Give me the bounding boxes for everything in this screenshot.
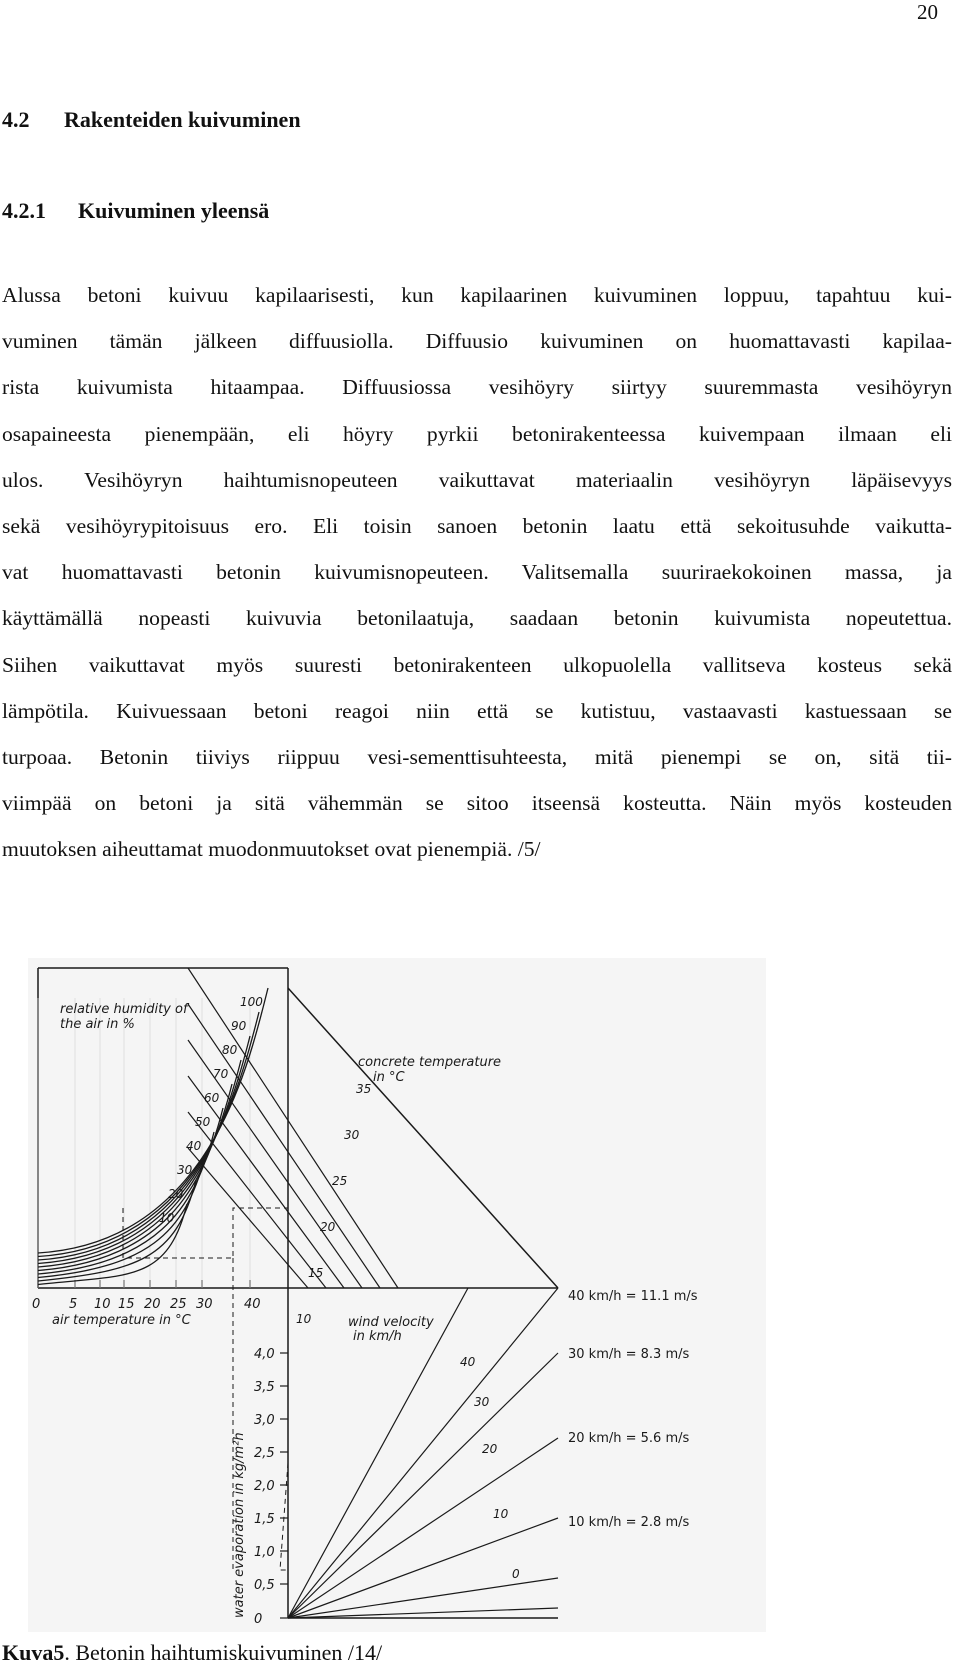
evap-tick-label: 1,0 (254, 1545, 275, 1560)
concrete-temp-value-label: 20 (320, 1220, 336, 1234)
subsection-title: Kuivuminen yleensä (78, 198, 270, 223)
body-line: turpoaa. Betonin tiiviys riippuu vesi-sementtisuhteesta, mitä pienempi se on, sitä tii- (2, 745, 952, 770)
humidity-value-label: 60 (204, 1091, 220, 1105)
wind-conversion-label: 10 km/h = 2.8 m/s (568, 1515, 690, 1530)
evap-tick-label: 0 (254, 1612, 263, 1627)
wind-value-label: 0 (512, 1567, 520, 1581)
evap-axis-label: water evaporation in kg/m²h (232, 1432, 247, 1618)
body-line: sekä vesihöyrypitoisuus ero. Eli toisin sanoen betonin laatu että sekoitusuhde vaikutta- (2, 514, 952, 539)
humidity-value-label: 50 (195, 1115, 211, 1129)
wind-conversion-label: 40 km/h = 11.1 m/s (568, 1289, 698, 1304)
air-temp-tick-label: 10 (94, 1297, 111, 1312)
evap-tick-label: 3,0 (254, 1413, 275, 1428)
body-line: vuminen tämän jälkeen diffuusiolla. Diffuusio kuivuminen on huomattavasti kapilaa- (2, 329, 952, 354)
body-line: Alussa betoni kuivuu kapilaarisesti, kun kapilaarinen kuivuminen loppuu, tapahtuu kui- (2, 283, 952, 307)
wind-value-label: 10 (493, 1507, 509, 1521)
humidity-axis-label: the air in % (60, 1017, 135, 1032)
body-line: Siihen vaikuttavat myös suuresti betonirakenteen ulkopuolella vallitseva kosteus sekä (2, 652, 952, 677)
air-temp-tick-label: 20 (144, 1297, 161, 1312)
section-title: Rakenteiden kuivuminen (64, 107, 301, 132)
body-line: rista kuivumista hitaampaa. Diffuusiossa vesihöyry siirtyy suuremmasta vesihöyryn (2, 375, 952, 400)
caption-label: Kuva5 (2, 1640, 65, 1665)
body-line: ulos. Vesihöyryn haihtumisnopeuteen vaikuttavat materiaalin vesihöyryn läpäisevyys (2, 467, 952, 492)
nomogram-svg (28, 958, 766, 1632)
concrete-temp-axis-label: concrete temperature (358, 1055, 502, 1070)
body-line: osapaineesta pienempään, eli höyry pyrkii betonirakenteessa kuivempaan ilmaan eli (2, 421, 952, 446)
subsection-number: 4.2.1 (2, 198, 46, 223)
wind-axis-label: in km/h (353, 1329, 402, 1344)
concrete-temp-value-label: 35 (356, 1082, 372, 1096)
concrete-temp-axis-label: in °C (373, 1070, 405, 1085)
evap-tick-label: 4,0 (254, 1347, 275, 1362)
humidity-axis-label: relative humidity of (60, 1002, 188, 1017)
evap-tick-label: 2,5 (254, 1446, 275, 1461)
humidity-value-label: 20 (168, 1187, 184, 1201)
concrete-temp-value-label: 30 (344, 1128, 360, 1142)
evaporation-nomogram (28, 958, 766, 1632)
caption-text: . Betonin haihtumiskuivuminen /14/ (64, 1640, 383, 1665)
body-line: lämpötila. Kuivuessaan betoni reagoi niin että se kutistuu, vastaavasti kastuessaan se (2, 698, 952, 723)
subsection-heading (2, 198, 269, 224)
wind-value-label: 30 (474, 1395, 490, 1409)
body-paragraph (2, 272, 952, 873)
section-number: 4.2 (2, 107, 30, 132)
wind-axis-label: wind velocity (348, 1315, 434, 1330)
humidity-value-label: 70 (213, 1067, 229, 1081)
body-line: viimpää on betoni ja sitä vähemmän se sitoo itseensä kosteutta. Näin myös kosteuden (2, 791, 952, 816)
concrete-temp-value-label: 10 (296, 1312, 312, 1326)
air-temp-axis-label: air temperature in °C (52, 1313, 191, 1328)
humidity-value-label: 80 (222, 1043, 238, 1057)
evap-tick-label: 3,5 (254, 1380, 275, 1395)
humidity-value-label: 100 (240, 995, 263, 1009)
page-number: 20 (917, 0, 938, 24)
humidity-value-label: 90 (231, 1019, 247, 1033)
air-temp-tick-label: 25 (170, 1297, 187, 1312)
air-temp-tick-label: 5 (69, 1297, 78, 1312)
concrete-temp-value-label: 25 (332, 1174, 348, 1188)
air-temp-tick-label: 15 (118, 1297, 135, 1312)
humidity-value-label: 40 (186, 1139, 202, 1153)
body-line: käyttämällä nopeasti kuivuvia betonilaatuja, saadaan betonin kuivumista nopeutettua. (2, 606, 952, 631)
figure-caption (2, 1640, 382, 1666)
body-line: vat huomattavasti betonin kuivumisnopeuteen. Valitsemalla suuriraekokoinen massa, ja (2, 560, 952, 585)
wind-value-label: 40 (460, 1355, 476, 1369)
evap-tick-label: 2,0 (254, 1479, 275, 1494)
body-line: muutoksen aiheuttamat muodonmuutokset ovat pienempiä. /5/ (2, 837, 541, 862)
concrete-temp-value-label: 15 (308, 1266, 324, 1280)
humidity-value-label: 10 (159, 1211, 175, 1225)
wind-conversion-label: 20 km/h = 5.6 m/s (568, 1431, 690, 1446)
wind-value-label: 20 (482, 1442, 498, 1456)
section-heading (2, 107, 301, 133)
air-temp-tick-label: 30 (196, 1297, 213, 1312)
air-temp-tick-label: 0 (32, 1297, 41, 1312)
air-temp-tick-label: 40 (244, 1297, 261, 1312)
evap-tick-label: 1,5 (254, 1512, 275, 1527)
evap-tick-label: 0,5 (254, 1578, 275, 1593)
wind-conversion-label: 30 km/h = 8.3 m/s (568, 1347, 690, 1362)
humidity-value-label: 30 (177, 1163, 193, 1177)
